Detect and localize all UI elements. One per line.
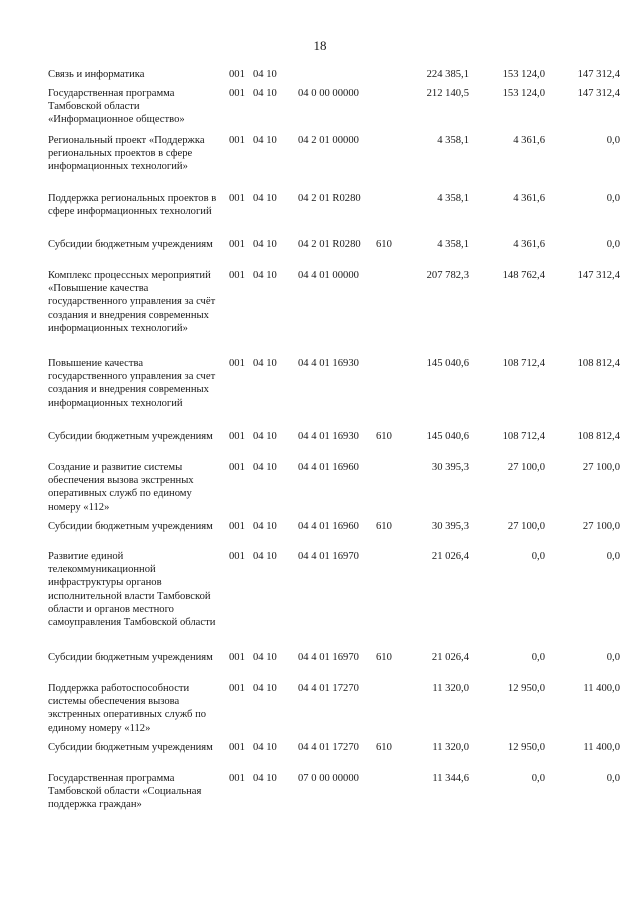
amount-year-1: 11 320,0: [432, 683, 469, 694]
target-article-code: 04 4 01 16970: [298, 652, 359, 663]
amount-year-2: 0,0: [531, 773, 545, 784]
amount-year-2: 153 124,0: [502, 69, 545, 80]
amount-year-3: 0,0: [606, 551, 620, 562]
ministry-code: 001: [229, 683, 245, 694]
amount-year-1: 30 395,3: [431, 462, 469, 473]
amount-year-3: 0,0: [606, 239, 620, 250]
target-article-code: 04 2 01 R0280: [298, 239, 361, 250]
item-name: Комплекс процессных мероприятий «Повышение качества государственного управления за счёт создания и внедрения современных информационных технологий»: [48, 270, 216, 334]
target-article-code: 04 4 01 17270: [298, 683, 359, 694]
amount-year-2: 108 712,4: [502, 431, 545, 442]
amount-year-1: 21 026,4: [431, 652, 469, 663]
amount-year-2: 0,0: [531, 551, 545, 562]
item-name: Государственная программа Тамбовской области «Информационное общество»: [48, 88, 185, 126]
amount-year-2: 0,0: [531, 652, 545, 663]
section-code: 04 10: [253, 88, 277, 99]
section-code: 04 10: [253, 270, 277, 281]
amount-year-2: 4 361,6: [513, 135, 545, 146]
target-article-code: 04 4 01 16960: [298, 521, 359, 532]
item-name: Государственная программа Тамбовской области «Социальная поддержка граждан»: [48, 773, 202, 811]
amount-year-3: 11 400,0: [583, 683, 620, 694]
amount-year-1: 145 040,6: [426, 358, 469, 369]
target-article-code: 07 0 00 00000: [298, 773, 359, 784]
section-code: 04 10: [253, 683, 277, 694]
amount-year-1: 145 040,6: [426, 431, 469, 442]
section-code: 04 10: [253, 358, 277, 369]
amount-year-2: 12 950,0: [507, 683, 545, 694]
amount-year-1: 4 358,1: [437, 239, 469, 250]
item-name: Развитие единой телекоммуникационной инфраструктуры органов исполнительной власти Тамбовской области и органов местного самоуправления Тамбовской области: [48, 551, 216, 629]
section-code: 04 10: [253, 462, 277, 473]
target-article-code: 04 4 01 16930: [298, 358, 359, 369]
ministry-code: 001: [229, 239, 245, 250]
amount-year-1: 21 026,4: [431, 551, 469, 562]
amount-year-1: 11 344,6: [432, 773, 469, 784]
ministry-code: 001: [229, 88, 245, 99]
item-name: Субсидии бюджетным учреждениям: [48, 521, 213, 532]
amount-year-1: 11 320,0: [432, 742, 469, 753]
item-name: Повышение качества государственного управления за счет создания и внедрения современных информационных технологий: [48, 358, 216, 409]
ministry-code: 001: [229, 773, 245, 784]
amount-year-1: 4 358,1: [437, 135, 469, 146]
amount-year-2: 27 100,0: [507, 462, 545, 473]
expense-type-code: 610: [376, 431, 392, 442]
item-name: Субсидии бюджетным учреждениям: [48, 239, 213, 250]
amount-year-2: 148 762,4: [502, 270, 545, 281]
item-name: Субсидии бюджетным учреждениям: [48, 652, 213, 663]
amount-year-3: 108 812,4: [577, 431, 620, 442]
ministry-code: 001: [229, 652, 245, 663]
section-code: 04 10: [253, 551, 277, 562]
ministry-code: 001: [229, 193, 245, 204]
target-article-code: 04 4 01 16970: [298, 551, 359, 562]
section-code: 04 10: [253, 742, 277, 753]
amount-year-3: 11 400,0: [583, 742, 620, 753]
amount-year-1: 212 140,5: [426, 88, 469, 99]
ministry-code: 001: [229, 521, 245, 532]
ministry-code: 001: [229, 69, 245, 80]
target-article-code: 04 0 00 00000: [298, 88, 359, 99]
ministry-code: 001: [229, 270, 245, 281]
item-name: Создание и развитие системы обеспечения вызова экстренных оперативных служб по единому номеру «112»: [48, 462, 194, 513]
target-article-code: 04 4 01 00000: [298, 270, 359, 281]
target-article-code: 04 4 01 17270: [298, 742, 359, 753]
section-code: 04 10: [253, 239, 277, 250]
section-code: 04 10: [253, 773, 277, 784]
amount-year-1: 4 358,1: [437, 193, 469, 204]
item-name: Связь и информатика: [48, 69, 145, 80]
section-code: 04 10: [253, 69, 277, 80]
item-name: Субсидии бюджетным учреждениям: [48, 431, 213, 442]
target-article-code: 04 2 01 R0280: [298, 193, 361, 204]
section-code: 04 10: [253, 431, 277, 442]
amount-year-3: 0,0: [606, 652, 620, 663]
amount-year-2: 108 712,4: [502, 358, 545, 369]
amount-year-3: 147 312,4: [577, 88, 620, 99]
amount-year-3: 0,0: [606, 193, 620, 204]
ministry-code: 001: [229, 431, 245, 442]
expense-type-code: 610: [376, 521, 392, 532]
amount-year-3: 0,0: [606, 135, 620, 146]
amount-year-2: 12 950,0: [507, 742, 545, 753]
item-name: Региональный проект «Поддержка региональных проектов в сфере информационных технологий»: [48, 135, 205, 173]
amount-year-2: 153 124,0: [502, 88, 545, 99]
amount-year-1: 30 395,3: [431, 521, 469, 532]
amount-year-2: 4 361,6: [513, 193, 545, 204]
section-code: 04 10: [253, 193, 277, 204]
section-code: 04 10: [253, 135, 277, 146]
amount-year-3: 27 100,0: [582, 521, 620, 532]
ministry-code: 001: [229, 135, 245, 146]
amount-year-1: 224 385,1: [426, 69, 469, 80]
item-name: Поддержка работоспособности системы обеспечения вызова экстренных оперативных служб по единому номеру «112»: [48, 683, 207, 734]
expense-type-code: 610: [376, 742, 392, 753]
page-number: 18: [313, 38, 327, 53]
item-name: Поддержка региональных проектов в сфере информационных технологий: [48, 193, 217, 218]
amount-year-3: 147 312,4: [577, 270, 620, 281]
section-code: 04 10: [253, 652, 277, 663]
amount-year-2: 4 361,6: [513, 239, 545, 250]
item-name: Субсидии бюджетным учреждениям: [48, 742, 213, 753]
expense-type-code: 610: [376, 239, 392, 250]
amount-year-1: 207 782,3: [426, 270, 469, 281]
ministry-code: 001: [229, 462, 245, 473]
amount-year-3: 27 100,0: [582, 462, 620, 473]
ministry-code: 001: [229, 742, 245, 753]
ministry-code: 001: [229, 358, 245, 369]
expense-type-code: 610: [376, 652, 392, 663]
amount-year-3: 147 312,4: [577, 69, 620, 80]
amount-year-3: 0,0: [606, 773, 620, 784]
section-code: 04 10: [253, 521, 277, 532]
amount-year-2: 27 100,0: [507, 521, 545, 532]
amount-year-3: 108 812,4: [577, 358, 620, 369]
target-article-code: 04 2 01 00000: [298, 135, 359, 146]
target-article-code: 04 4 01 16930: [298, 431, 359, 442]
ministry-code: 001: [229, 551, 245, 562]
target-article-code: 04 4 01 16960: [298, 462, 359, 473]
